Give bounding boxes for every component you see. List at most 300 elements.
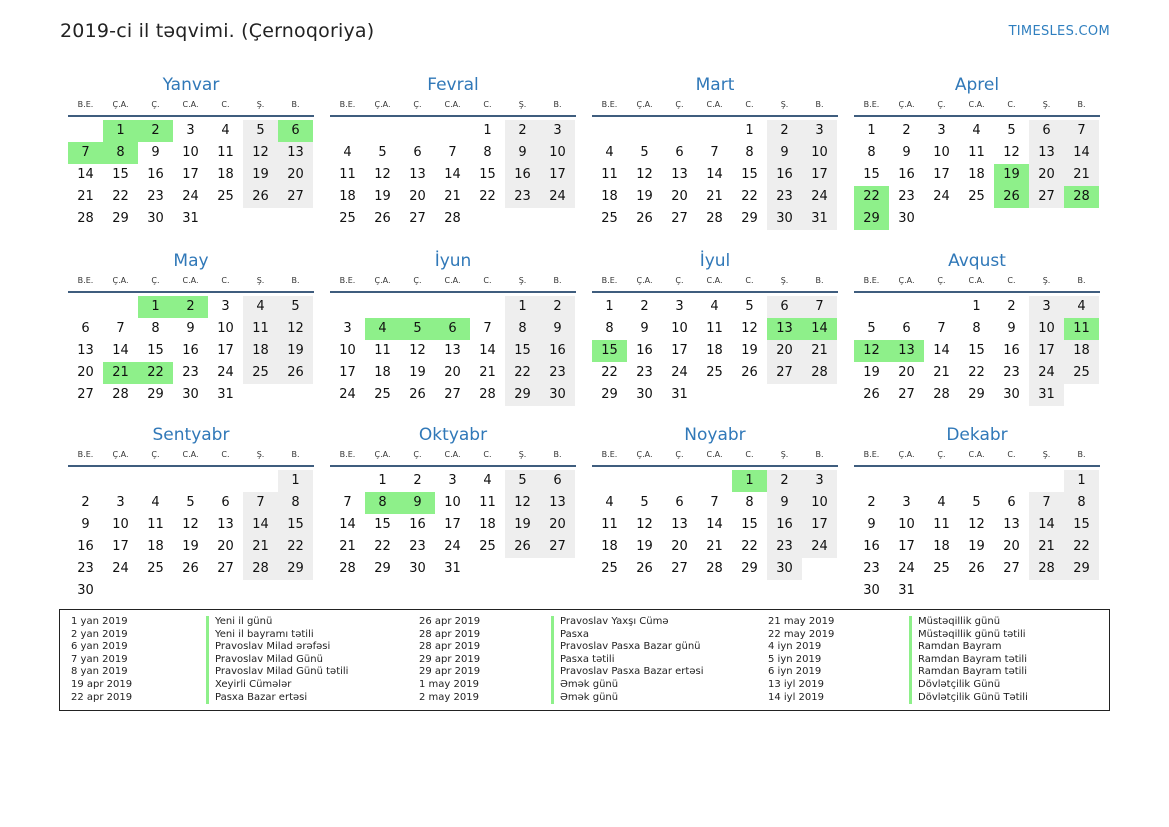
- day-cell: 15: [592, 340, 627, 362]
- day-cell: 18: [1064, 340, 1099, 362]
- day-cell: 11: [601, 517, 618, 532]
- month-name: Noyabr: [684, 425, 746, 445]
- day-cell: 25: [479, 539, 496, 554]
- empty-cell: [924, 470, 959, 492]
- day-cell: 17: [444, 517, 461, 532]
- weekday-label: B.: [1077, 276, 1086, 285]
- weekday-label: C.A.: [706, 276, 723, 285]
- weekday-label: B.: [815, 450, 824, 459]
- day-cell: 26: [636, 561, 653, 576]
- week-row: [330, 514, 576, 536]
- day-cell: 15: [479, 167, 496, 182]
- day-cell: 12: [409, 343, 426, 358]
- day-cell: 17: [112, 539, 129, 554]
- day-cell: 5: [1007, 123, 1016, 138]
- holiday-legend: [59, 609, 1110, 711]
- day-cell: 11: [601, 167, 618, 182]
- day-cell: 4: [151, 495, 160, 510]
- day-cell: 30: [409, 561, 426, 576]
- day-cell: 8: [745, 145, 754, 160]
- day-cell: 11: [479, 495, 496, 510]
- day-cell: 17: [540, 164, 575, 186]
- holiday-date: 29 apr 2019: [419, 666, 481, 678]
- day-cell: 12: [278, 318, 313, 340]
- day-cell: 26: [278, 362, 313, 384]
- empty-cell: [208, 580, 243, 602]
- day-cell: 29: [505, 384, 540, 406]
- day-cell: 16: [863, 539, 880, 554]
- week-row: [330, 470, 576, 492]
- holiday-date: 29 apr 2019: [419, 653, 481, 665]
- empty-cell: [470, 296, 505, 318]
- day-cell: 13: [671, 167, 688, 182]
- day-cell: 9: [186, 321, 195, 336]
- weekday-label: B.E.: [77, 100, 94, 109]
- day-cell: 18: [968, 167, 985, 182]
- holiday-name: Dövlətçilik Günü Tətili: [918, 691, 1028, 703]
- day-cell: 12: [741, 321, 758, 336]
- day-cell: 16: [767, 164, 802, 186]
- weekday-label: C.A.: [706, 450, 723, 459]
- day-cell: 8: [867, 145, 876, 160]
- week-row: [68, 164, 314, 186]
- holiday-date: 26 apr 2019: [419, 616, 481, 627]
- weekday-label: Ç.A.: [898, 100, 915, 109]
- empty-cell: [854, 296, 889, 318]
- day-cell: 2: [867, 495, 876, 510]
- day-cell: 4: [243, 296, 278, 318]
- day-cell: 17: [898, 539, 915, 554]
- week-row: [68, 208, 314, 230]
- month-block: [592, 425, 838, 580]
- day-cell: 14: [1029, 514, 1064, 536]
- empty-cell: [505, 208, 540, 230]
- day-cell: 5: [505, 470, 540, 492]
- day-cell: 14: [1064, 142, 1099, 164]
- day-cell: 16: [77, 539, 94, 554]
- holiday-date: 13 iyl 2019: [768, 678, 825, 690]
- empty-cell: [1029, 580, 1064, 602]
- day-cell: 21: [77, 189, 94, 204]
- day-cell: 4: [605, 495, 614, 510]
- holiday-name: Əmək günü: [560, 678, 619, 690]
- weekday-header: [330, 448, 576, 462]
- empty-cell: [889, 470, 924, 492]
- day-cell: 1: [605, 299, 614, 314]
- empty-cell: [365, 120, 400, 142]
- holiday-name: Xeyirli Cümələr: [215, 678, 292, 690]
- brand-link[interactable]: TIMESLES.COM: [1008, 24, 1110, 39]
- weekday-label: Ç.: [151, 450, 160, 459]
- empty-cell: [243, 470, 278, 492]
- holiday-name: Pravoslav Milad Günü tətili: [215, 666, 349, 678]
- header-divider: [592, 291, 838, 293]
- empty-cell: [1064, 208, 1099, 230]
- day-cell: 29: [147, 387, 164, 402]
- weekday-header: [330, 274, 576, 288]
- week-row: [592, 558, 838, 580]
- day-cell: 27: [671, 211, 688, 226]
- weekday-label: B.: [815, 276, 824, 285]
- week-row: [854, 384, 1100, 406]
- day-cell: 19: [182, 539, 199, 554]
- day-cell: 16: [767, 514, 802, 536]
- day-cell: 20: [1029, 164, 1064, 186]
- week-row: [330, 318, 576, 340]
- holiday-date: 2 yan 2019: [71, 628, 128, 640]
- day-cell: 1: [1064, 470, 1099, 492]
- week-row: [592, 340, 838, 362]
- week-row: [330, 536, 576, 558]
- holiday-date: 6 yan 2019: [71, 641, 128, 653]
- empty-cell: [924, 296, 959, 318]
- day-cell: 26: [243, 186, 278, 208]
- month-block: [330, 425, 576, 580]
- weekday-label: Ç.A.: [112, 450, 129, 459]
- month-name: Yanvar: [162, 75, 220, 95]
- day-cell: 5: [278, 296, 313, 318]
- weekday-label: Ş.: [780, 276, 789, 285]
- header-divider: [592, 115, 838, 117]
- weekday-label: Ç.: [413, 276, 422, 285]
- weekday-label: Ş.: [518, 100, 527, 109]
- day-cell: 10: [444, 495, 461, 510]
- day-cell: 5: [378, 145, 387, 160]
- week-row: [592, 536, 838, 558]
- empty-cell: [1064, 580, 1099, 602]
- day-cell: 13: [540, 492, 575, 514]
- weekday-label: C.: [745, 276, 754, 285]
- day-cell: 23: [505, 186, 540, 208]
- weekday-label: B.E.: [863, 276, 880, 285]
- day-cell: 15: [741, 167, 758, 182]
- day-cell: 12: [505, 492, 540, 514]
- empty-cell: [627, 120, 662, 142]
- day-cell: 20: [409, 189, 426, 204]
- day-cell: 19: [409, 365, 426, 380]
- day-cell: 9: [505, 142, 540, 164]
- day-cell: 18: [933, 539, 950, 554]
- day-cell: 8: [483, 145, 492, 160]
- day-cell: 12: [1003, 145, 1020, 160]
- day-cell: 6: [221, 495, 230, 510]
- holiday-name: Ramdan Bayram tətili: [918, 666, 1027, 678]
- day-cell: 6: [540, 470, 575, 492]
- weekday-label: Ç.A.: [898, 450, 915, 459]
- day-cell: 31: [217, 387, 234, 402]
- day-cell: 2: [505, 120, 540, 142]
- week-row: [854, 362, 1100, 384]
- empty-cell: [103, 580, 138, 602]
- day-cell: 25: [374, 387, 391, 402]
- day-cell: 31: [444, 561, 461, 576]
- day-cell: 21: [933, 365, 950, 380]
- week-row: [330, 492, 576, 514]
- day-cell: 4: [483, 473, 492, 488]
- empty-cell: [994, 208, 1029, 230]
- month-block: [68, 75, 314, 230]
- weekday-label: B.E.: [601, 450, 618, 459]
- holiday-date: 1 may 2019: [419, 678, 479, 690]
- day-cell: 10: [898, 517, 915, 532]
- day-cell: 6: [1029, 120, 1064, 142]
- empty-cell: [400, 296, 435, 318]
- legend-date-column: [71, 616, 132, 704]
- weekday-label: Ç.: [937, 100, 946, 109]
- day-cell: 30: [898, 211, 915, 226]
- day-cell: 3: [540, 120, 575, 142]
- day-cell: 7: [1064, 120, 1099, 142]
- day-cell: 27: [898, 387, 915, 402]
- day-cell: 27: [1003, 561, 1020, 576]
- holiday-name: Pravoslav Yaxşı Cümə: [560, 616, 669, 627]
- day-cell: 14: [706, 517, 723, 532]
- day-cell: 13: [1029, 142, 1064, 164]
- day-cell: 27: [278, 186, 313, 208]
- weekday-label: B.: [553, 276, 562, 285]
- day-cell: 23: [767, 536, 802, 558]
- day-cell: 23: [767, 186, 802, 208]
- holiday-date: 22 apr 2019: [71, 691, 133, 703]
- weekday-label: C.A.: [444, 450, 461, 459]
- day-cell: 15: [147, 343, 164, 358]
- week-row: [68, 362, 314, 384]
- day-cell: 28: [706, 561, 723, 576]
- weekday-label: Ç.: [675, 276, 684, 285]
- day-cell: 10: [112, 517, 129, 532]
- weekday-header: [592, 448, 838, 462]
- legend-name-column: [551, 616, 703, 704]
- day-cell: 22: [138, 362, 173, 384]
- header-divider: [854, 291, 1100, 293]
- empty-cell: [540, 558, 575, 580]
- day-cell: 22: [505, 362, 540, 384]
- week-row: [68, 536, 314, 558]
- weekday-header: [592, 274, 838, 288]
- day-cell: 30: [182, 387, 199, 402]
- week-row: [592, 492, 838, 514]
- day-cell: 21: [1064, 164, 1099, 186]
- day-cell: 24: [217, 365, 234, 380]
- weekday-label: Ç.A.: [374, 450, 391, 459]
- weekday-label: Ş.: [518, 276, 527, 285]
- week-row: [330, 296, 576, 318]
- day-cell: 30: [863, 583, 880, 598]
- day-cell: 19: [374, 189, 391, 204]
- day-cell: 7: [1029, 492, 1064, 514]
- weekday-header: [854, 448, 1100, 462]
- day-cell: 11: [217, 145, 234, 160]
- day-cell: 29: [601, 387, 618, 402]
- day-cell: 7: [937, 321, 946, 336]
- weekday-label: Ş.: [780, 450, 789, 459]
- day-cell: 25: [339, 211, 356, 226]
- day-cell: 12: [374, 167, 391, 182]
- month-block: [592, 75, 838, 230]
- weekday-label: Ş.: [256, 276, 265, 285]
- weekday-label: C.A.: [182, 100, 199, 109]
- weekday-label: Ş.: [1042, 276, 1051, 285]
- weekday-label: C.A.: [968, 276, 985, 285]
- day-cell: 14: [933, 343, 950, 358]
- weekday-label: B.: [1077, 450, 1086, 459]
- weekday-label: C.: [1007, 100, 1016, 109]
- empty-cell: [959, 580, 994, 602]
- day-cell: 17: [671, 343, 688, 358]
- weekday-label: B.E.: [339, 100, 356, 109]
- day-cell: 7: [343, 495, 352, 510]
- day-cell: 10: [1029, 318, 1064, 340]
- empty-cell: [540, 208, 575, 230]
- month-name: İyul: [699, 251, 731, 271]
- empty-cell: [505, 558, 540, 580]
- header-divider: [592, 465, 838, 467]
- holiday-date: 21 may 2019: [768, 616, 835, 627]
- day-cell: 5: [640, 495, 649, 510]
- day-cell: 24: [182, 189, 199, 204]
- day-cell: 8: [972, 321, 981, 336]
- day-cell: 19: [505, 514, 540, 536]
- day-cell: 1: [103, 120, 138, 142]
- day-cell: 25: [147, 561, 164, 576]
- weekday-label: Ç.: [937, 276, 946, 285]
- day-cell: 10: [540, 142, 575, 164]
- month-name: Aprel: [954, 75, 1000, 95]
- weekday-label: B.E.: [863, 100, 880, 109]
- week-row: [592, 318, 838, 340]
- day-cell: 20: [671, 189, 688, 204]
- weekday-label: Ç.: [937, 450, 946, 459]
- weekday-label: C.: [483, 100, 492, 109]
- day-cell: 17: [1029, 340, 1064, 362]
- day-cell: 29: [1064, 558, 1099, 580]
- day-cell: 21: [1029, 536, 1064, 558]
- month-name: Dekabr: [946, 425, 1008, 445]
- week-row: [854, 120, 1100, 142]
- empty-cell: [470, 208, 505, 230]
- weekday-label: C.: [221, 100, 230, 109]
- week-row: [330, 384, 576, 406]
- page-title: 2019-ci il təqvimi. (Çernoqoriya): [60, 20, 375, 42]
- day-cell: 19: [278, 340, 313, 362]
- header-divider: [68, 291, 314, 293]
- day-cell: 13: [278, 142, 313, 164]
- weekday-label: C.: [745, 100, 754, 109]
- day-cell: 16: [505, 164, 540, 186]
- week-row: [330, 558, 576, 580]
- holiday-name: Ramdan Bayram: [918, 641, 1002, 653]
- day-cell: 19: [994, 164, 1029, 186]
- day-cell: 15: [863, 167, 880, 182]
- holiday-date: 28 apr 2019: [419, 628, 481, 640]
- week-row: [592, 470, 838, 492]
- day-cell: 22: [741, 189, 758, 204]
- day-cell: 21: [103, 362, 138, 384]
- day-cell: 11: [968, 145, 985, 160]
- day-cell: 22: [1064, 536, 1099, 558]
- day-cell: 28: [77, 211, 94, 226]
- weekday-header: [68, 98, 314, 112]
- weekday-label: Ç.: [151, 276, 160, 285]
- day-cell: 22: [741, 539, 758, 554]
- weekday-label: Ş.: [256, 100, 265, 109]
- weekday-header: [330, 98, 576, 112]
- week-row: [68, 142, 314, 164]
- week-row: [854, 318, 1100, 340]
- day-cell: 26: [863, 387, 880, 402]
- day-cell: 6: [413, 145, 422, 160]
- holiday-name: Ramdan Bayram tətili: [918, 653, 1027, 665]
- day-cell: 4: [972, 123, 981, 138]
- day-cell: 12: [636, 517, 653, 532]
- day-cell: 3: [675, 299, 684, 314]
- day-cell: 26: [505, 536, 540, 558]
- day-cell: 7: [243, 492, 278, 514]
- day-cell: 31: [182, 211, 199, 226]
- header-divider: [68, 465, 314, 467]
- day-cell: 18: [243, 340, 278, 362]
- weekday-label: Ş.: [256, 450, 265, 459]
- day-cell: 14: [112, 343, 129, 358]
- weekday-label: Ç.: [151, 100, 160, 109]
- day-cell: 27: [671, 561, 688, 576]
- empty-cell: [994, 470, 1029, 492]
- day-cell: 12: [243, 142, 278, 164]
- weekday-label: B.: [553, 450, 562, 459]
- day-cell: 28: [706, 211, 723, 226]
- empty-cell: [68, 296, 103, 318]
- day-cell: 18: [479, 517, 496, 532]
- day-cell: 13: [1003, 517, 1020, 532]
- day-cell: 6: [1007, 495, 1016, 510]
- day-cell: 2: [413, 473, 422, 488]
- empty-cell: [470, 558, 505, 580]
- day-cell: 26: [968, 561, 985, 576]
- day-cell: 16: [147, 167, 164, 182]
- day-cell: 9: [151, 145, 160, 160]
- day-cell: 28: [1029, 558, 1064, 580]
- day-cell: 20: [671, 539, 688, 554]
- day-cell: 15: [968, 343, 985, 358]
- holiday-name: Pravoslav Pasxa Bazar günü: [560, 641, 701, 653]
- month-name: May: [173, 251, 209, 271]
- day-cell: 9: [767, 142, 802, 164]
- day-cell: 29: [741, 561, 758, 576]
- day-cell: 18: [147, 539, 164, 554]
- day-cell: 31: [671, 387, 688, 402]
- weekday-label: B.E.: [601, 100, 618, 109]
- day-cell: 9: [640, 321, 649, 336]
- week-row: [854, 340, 1100, 362]
- day-cell: 2: [640, 299, 649, 314]
- weekday-label: Ç.A.: [636, 450, 653, 459]
- week-row: [854, 142, 1100, 164]
- week-row: [592, 208, 838, 230]
- day-cell: 24: [339, 387, 356, 402]
- month-name: Sentyabr: [152, 425, 230, 445]
- day-cell: 27: [217, 561, 234, 576]
- day-cell: 1: [732, 470, 767, 492]
- week-row: [854, 536, 1100, 558]
- day-cell: 9: [902, 145, 911, 160]
- holiday-name: Pasxa: [560, 628, 589, 640]
- week-row: [68, 580, 314, 602]
- day-cell: 21: [444, 189, 461, 204]
- day-cell: 14: [444, 167, 461, 182]
- week-row: [68, 340, 314, 362]
- weekday-label: C.A.: [182, 276, 199, 285]
- day-cell: 10: [339, 343, 356, 358]
